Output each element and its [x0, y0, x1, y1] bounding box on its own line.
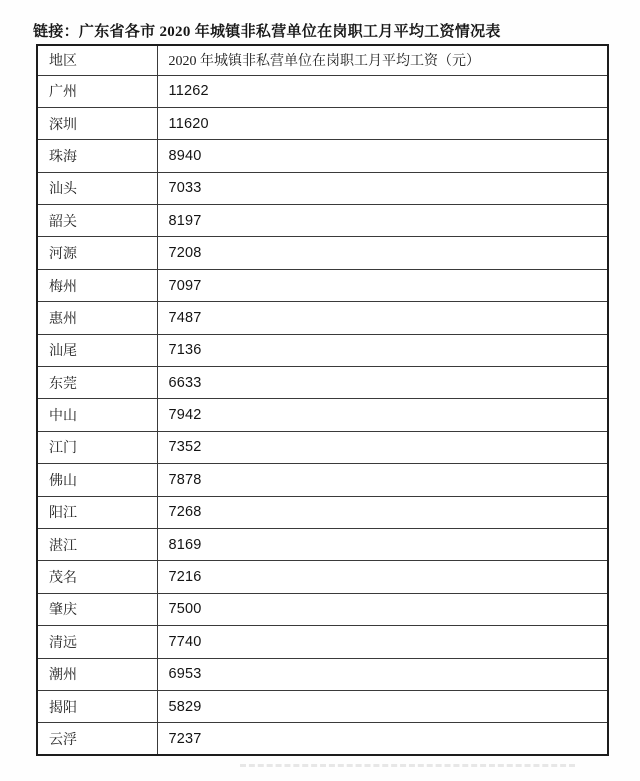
wage-cell: 8940 [157, 140, 608, 172]
wage-cell: 8169 [157, 528, 608, 560]
table-header [37, 45, 608, 75]
page-title: 链接：广东省各市 2020 年城镇非私营单位在岗职工月平均工资情况表 [33, 24, 501, 40]
table-row [37, 172, 608, 204]
region-cell: 佛山 [37, 464, 157, 496]
wage-cell: 7942 [157, 399, 608, 431]
region-cell: 中山 [37, 399, 157, 431]
table-row [37, 205, 608, 237]
region-cell: 河源 [37, 237, 157, 269]
wage-cell: 7097 [157, 269, 608, 301]
table-row [37, 237, 608, 269]
region-cell: 韶关 [37, 205, 157, 237]
region-cell: 阳江 [37, 496, 157, 528]
table-row [37, 593, 608, 625]
table-row [37, 334, 608, 366]
table-row [37, 723, 608, 755]
table-row [37, 464, 608, 496]
wage-cell: 7352 [157, 431, 608, 463]
table-row [37, 399, 608, 431]
table-row [37, 658, 608, 690]
header-row [37, 45, 608, 75]
wage-cell: 7740 [157, 626, 608, 658]
wage-cell: 7237 [157, 723, 608, 755]
header-region: 地区 [37, 45, 157, 75]
table-row [37, 496, 608, 528]
table-row [37, 140, 608, 172]
wage-cell: 7878 [157, 464, 608, 496]
wage-cell: 6953 [157, 658, 608, 690]
table-row [37, 431, 608, 463]
table-body [37, 75, 608, 755]
scan-noise-artifact [240, 764, 575, 767]
table-row [37, 528, 608, 560]
region-cell: 清远 [37, 626, 157, 658]
region-cell: 潮州 [37, 658, 157, 690]
region-cell: 深圳 [37, 107, 157, 139]
region-cell: 惠州 [37, 302, 157, 334]
wage-cell: 7033 [157, 172, 608, 204]
region-cell: 茂名 [37, 561, 157, 593]
table-row [37, 269, 608, 301]
wage-cell: 7487 [157, 302, 608, 334]
wage-cell: 7268 [157, 496, 608, 528]
table-row [37, 690, 608, 722]
region-cell: 汕头 [37, 172, 157, 204]
wage-cell: 7216 [157, 561, 608, 593]
wage-cell: 11620 [157, 107, 608, 139]
table-row [37, 107, 608, 139]
wage-cell: 6633 [157, 367, 608, 399]
table-row [37, 626, 608, 658]
wage-cell: 11262 [157, 75, 608, 107]
table-row [37, 367, 608, 399]
wage-cell: 7500 [157, 593, 608, 625]
table-row [37, 561, 608, 593]
table-row [37, 75, 608, 107]
region-cell: 肇庆 [37, 593, 157, 625]
wage-cell: 8197 [157, 205, 608, 237]
wage-cell: 7208 [157, 237, 608, 269]
wage-cell: 7136 [157, 334, 608, 366]
region-cell: 云浮 [37, 723, 157, 755]
header-wage: 2020 年城镇非私营单位在岗职工月平均工资（元） [157, 45, 608, 75]
region-cell: 汕尾 [37, 334, 157, 366]
wage-cell: 5829 [157, 690, 608, 722]
wage-table [36, 44, 609, 756]
region-cell: 广州 [37, 75, 157, 107]
region-cell: 揭阳 [37, 690, 157, 722]
region-cell: 东莞 [37, 367, 157, 399]
region-cell: 江门 [37, 431, 157, 463]
region-cell: 珠海 [37, 140, 157, 172]
region-cell: 梅州 [37, 269, 157, 301]
region-cell: 湛江 [37, 528, 157, 560]
table-row [37, 302, 608, 334]
